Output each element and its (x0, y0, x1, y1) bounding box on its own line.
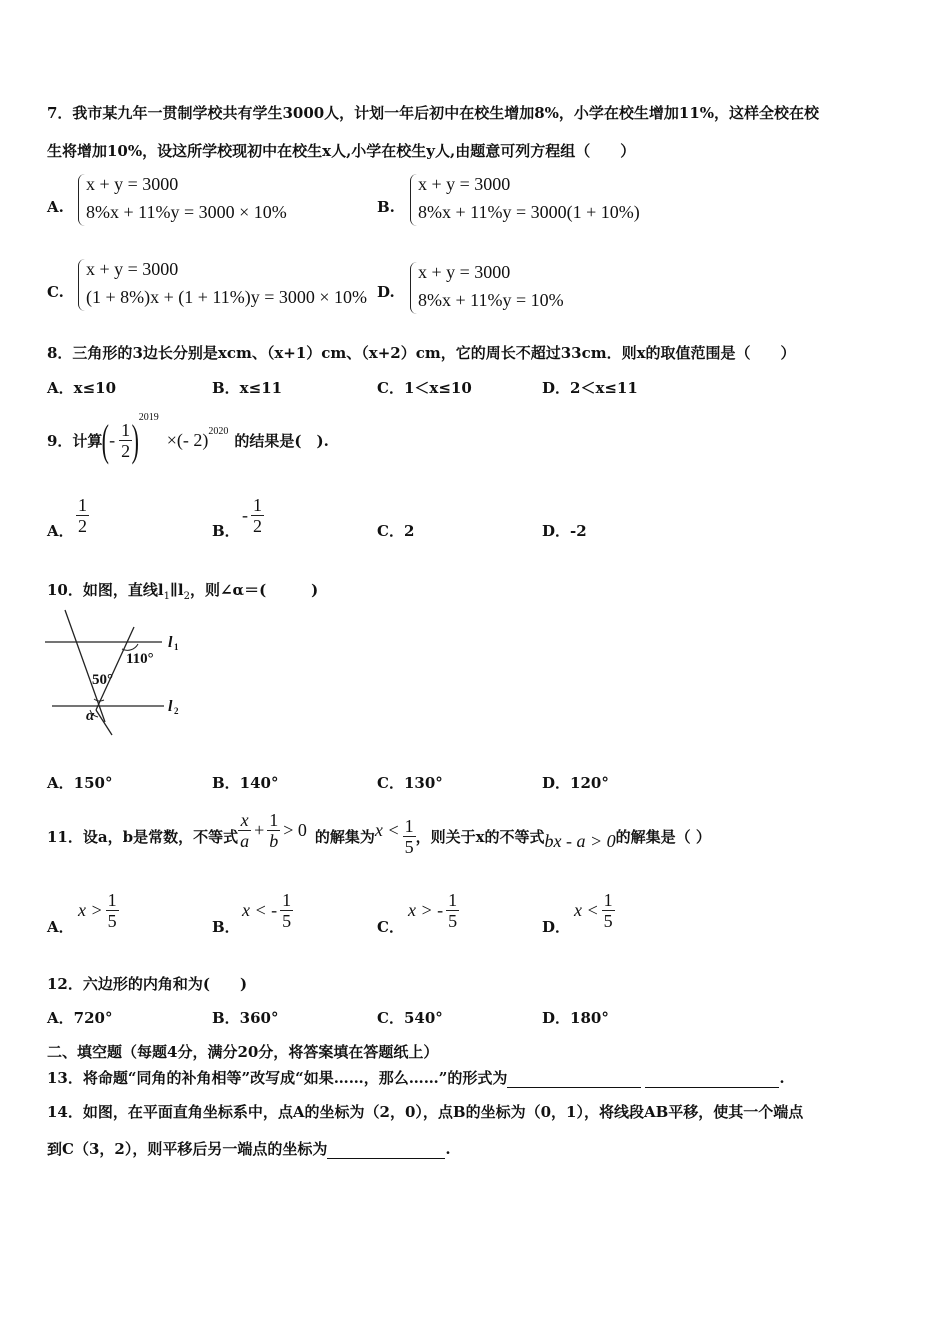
q9-option-d: D．-2 (542, 522, 587, 540)
q7-c-eq1: x + y = 3000 (86, 259, 179, 279)
q9-option-a-value: $\frac{1}{2}$ (78, 495, 87, 536)
q9-option-c: C．2 (377, 522, 415, 540)
q8-stem: 8．三角形的3边长分别是xcm、（x+1）cm、（x+2）cm，它的周长不超过33cm．则x的取值范围是（ ） (47, 344, 796, 362)
q11-option-b-value: x < - $\frac{1}{5}$ (242, 890, 292, 931)
q8-option-d: D．2＜x≤11 (542, 379, 638, 397)
label-110: 110° (126, 651, 154, 667)
q11-option-c-label: C． (377, 918, 404, 936)
q11-option-a-value: x > $\frac{1}{5}$ (78, 890, 117, 931)
q12-option-d: D．180° (542, 1009, 609, 1027)
q14-blank[interactable] (327, 1158, 445, 1159)
q9-mid: ×(- 2) (166, 429, 209, 450)
q14-stem-line1: 14．如图，在平面直角坐标系中，点A的坐标为（2，0），点B的坐标为（0，1），将线段AB平移，使其一个端点 (47, 1103, 804, 1121)
q11-stem: 11．设a，b是常数，不等式 $\frac{x}{a}$ + $\frac{1}{b}$ > 0 的解集为 x < $\frac{1}{5}$ ，则关于x的不等式 bx - a > 0 的解集是（ ） (47, 809, 711, 857)
q9-option-a-label: A． (47, 522, 74, 540)
transversal-left (65, 610, 105, 722)
q9-stem: 9．计算 ( - $\frac{1}{2}$ ) 2019 ×(- 2) 2020 的结果是( ). (47, 412, 329, 465)
q9-num: 1 (121, 419, 131, 440)
label-alpha: α (86, 708, 95, 724)
q7-stem-line2: 生将增加10%，设这所学校现初中在校生x人,小学在校生y人,由题意可列方程组（ ） (47, 142, 636, 160)
q7-b-eq1: x + y = 3000 (418, 174, 511, 194)
q11-option-d-label: D． (542, 918, 571, 936)
q9-den: 2 (121, 440, 131, 461)
q11-option-c-value: x > - $\frac{1}{5}$ (408, 890, 458, 931)
q7-option-b-label: B. (377, 198, 395, 216)
q7-a-eq2: 8%x + 11%y = 3000 × 10% (86, 202, 287, 222)
q7-a-eq1: x + y = 3000 (86, 174, 179, 194)
q10-option-b: B．140° (212, 774, 279, 792)
q12-option-a: A．720° (47, 1009, 113, 1027)
q10-option-a: A．150° (47, 774, 113, 792)
q12-option-b: B．360° (212, 1009, 279, 1027)
q13-blank-1[interactable] (507, 1087, 641, 1088)
q11-option-d-value: x < $\frac{1}{5}$ (574, 890, 613, 931)
q7-b-eq2: 8%x + 11%y = 3000(1 + 10%) (418, 202, 640, 222)
q9-option-b-label: B． (212, 522, 240, 540)
label-l2: l (168, 698, 173, 715)
q8-option-b: B．x≤11 (212, 379, 283, 397)
q9-exp2: 2020 (208, 426, 229, 437)
q7-option-c-label: C. (47, 283, 64, 301)
q9-prefix: 9．计算 (47, 431, 103, 450)
q12-option-c: C．540° (377, 1009, 443, 1027)
q9-minus: - (109, 429, 116, 450)
q7-option-d-label: D. (377, 283, 395, 301)
q9-fraction (119, 420, 132, 461)
section-2-heading: 二、填空题（每题4分，满分20分，将答案填在答题纸上） (47, 1043, 439, 1061)
q13-blank-2[interactable] (645, 1087, 779, 1088)
q8-option-a: A．x≤10 (47, 379, 117, 397)
q7-d-eq1: x + y = 3000 (418, 262, 511, 282)
label-l1-sub: 1 (174, 642, 179, 652)
q8-option-c: C．1＜x≤10 (377, 379, 472, 397)
q9-option-b-value: - $\frac{1}{2}$ (242, 495, 262, 536)
transversal-right (96, 627, 134, 710)
angle-arc-50 (94, 699, 104, 701)
label-50: 50° (92, 672, 113, 688)
label-l2-sub: 2 (174, 706, 179, 716)
label-l1: l (168, 634, 173, 651)
q7-option-a-label: A. (47, 198, 64, 216)
q14-stem-line2: 到C（3，2），则平移后另一端点的坐标为 . (47, 1140, 451, 1158)
q7-d-eq2: 8%x + 11%y = 10% (418, 290, 564, 310)
q13-stem: 13．将命题“同角的补角相等”改写成“如果……，那么……”的形式为 . (47, 1069, 785, 1087)
q9-exp1: 2019 (138, 412, 159, 423)
q10-option-d: D．120° (542, 774, 609, 792)
q7-stem-line1: 7．我市某九年一贯制学校共有学生3000人，计划一年后初中在校生增加8%，小学在校生增加11%，这样全校在校 (47, 104, 820, 122)
transversal-right-ext (96, 710, 112, 735)
q12-stem: 12．六边形的内角和为( ) (47, 975, 248, 993)
q9-suffix: 的结果是( ). (234, 431, 329, 450)
q10-stem: 10．如图，直线$l_1\parallel l_2$，则∠α＝( ) (47, 581, 319, 602)
q11-option-b-label: B． (212, 918, 240, 936)
q7-c-eq2: (1 + 8%)x + (1 + 11%)y = 3000 × 10% (86, 287, 368, 307)
q10-figure (40, 605, 200, 740)
q10-option-c: C．130° (377, 774, 443, 792)
q11-option-a-label: A． (47, 918, 74, 936)
